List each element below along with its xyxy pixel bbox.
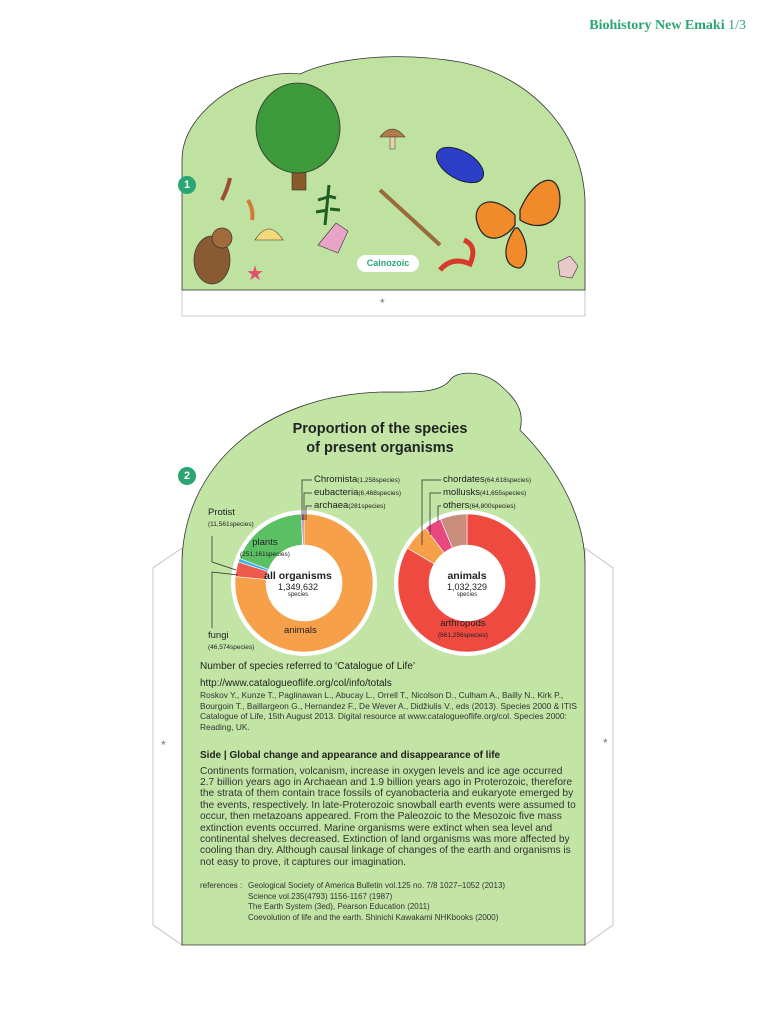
reference-item: The Earth System (3ed), Pearson Education (2011) — [248, 902, 430, 911]
label-fungi-name: fungi — [208, 630, 229, 641]
reference-row — [200, 892, 505, 903]
side-label: Side — [200, 750, 222, 761]
chart2-center-value: 1,032,329 — [446, 582, 488, 592]
reference-item: Geological Society of America Bulletin vol.125 no. 7/8 1027–1052 (2013) — [248, 881, 506, 890]
section-2-badge: 2 — [178, 467, 196, 485]
side-heading: Global change and appearance and disappearance of life — [229, 750, 501, 761]
chart-title-line2: of present organisms — [306, 440, 454, 456]
panel1-asterisk: * — [380, 296, 385, 310]
label-plants — [240, 537, 290, 559]
reference-row — [200, 881, 505, 892]
starfish-illustration: ★ — [246, 263, 264, 285]
label-eubacteria-count: (6,468species) — [358, 490, 402, 497]
label-arthropods — [438, 618, 488, 640]
label-chordates-name: chordates — [443, 474, 485, 485]
label-others — [443, 500, 516, 511]
references-key: references : — [200, 881, 243, 890]
chart2-center — [422, 570, 512, 598]
chart-title-line1: Proportion of the species — [292, 421, 468, 437]
reference-item: Science vol.235(4793) 1156-1167 (1987) — [248, 891, 393, 901]
label-others-count: (64,800species) — [469, 503, 516, 510]
chart1-center-value: 1,349,632 — [277, 582, 319, 592]
source-line: Number of species referred to ‘Catalogue of Life’ — [200, 661, 416, 672]
header-title: Biohistory New Emaki — [589, 18, 725, 33]
label-mollusks-count: (41,655species) — [479, 490, 527, 497]
label-plants-count: (251,161species) — [240, 551, 290, 558]
cainozoic-panel — [182, 57, 585, 316]
chart2-center-label: animals — [447, 570, 487, 582]
references — [200, 881, 505, 923]
label-protist-name: Protist — [208, 507, 235, 518]
label-eubacteria-name: eubacteria — [314, 487, 359, 498]
header-page-number: 1/3 — [728, 18, 746, 33]
label-archaea-count: (281species) — [348, 503, 386, 510]
label-arthropods-name: arthropods — [440, 618, 486, 629]
chart1-center — [253, 570, 343, 598]
reference-item: Coevolution of life and the earth. Shinichi Kawakami NHKbooks (2000) — [248, 912, 499, 922]
chart1-center-label: all organisms — [264, 570, 332, 582]
side-heading-row: Side | Global change and appearance and disappearance of life — [200, 750, 501, 761]
chart2-center-unit: species — [456, 592, 478, 598]
chart1-center-unit: species — [287, 592, 309, 598]
label-chordates — [443, 474, 531, 485]
right-asterisk: * — [603, 736, 608, 750]
label-chromista-count: (1,258species) — [357, 477, 400, 484]
label-mollusks — [443, 487, 526, 498]
label-fungi-count: (46,574species) — [208, 644, 255, 651]
chart-title — [280, 420, 480, 458]
reference-row — [200, 913, 505, 924]
label-archaea-name: archaea — [314, 500, 349, 511]
side-body: Continents formation, volcanism, increase in oxygen levels and ice age occurred 2.7 billion years ago in Archaean and 1.9 billion years ago in Proterozoic, therefore the strata of them contain trace fossils of cyanobacteria and eukaryote emerged by the events, respectively. In late-Proterozoic snowball earth events were assumed to occur, then metazoans appeared. From the Paleozoic to the Mesozoic five mass extinction events occurred. Marine organisms were extinct when sea level and continental shelves decreased. Extinction of land organisms was more affected by cooling than dry. Although causal linkage of changes of the earth and organisms is not easy to prove, it captures our imagination. — [200, 765, 576, 868]
source-url[interactable]: http://www.catalogueoflife.org/col/info/totals — [200, 677, 392, 689]
source-citation: Roskov Y., Kunze T., Paglinawan L., Abucay L., Orrell T., Nicolson D., Culham A., Bailly N., Kirk P., Bourgoin T., Baillargeon G., Hernandez F., De Wever A., Didžiulis V., eds (2013). Species 2000 & ITIS Catalogue of Life, 15th August 2013. Digital resource at www.catalogueoflife.org/col. Species 2000: Reading, UK. — [200, 690, 577, 732]
label-mollusks-name: mollusks — [443, 487, 480, 498]
label-fungi — [208, 630, 254, 652]
label-chordates-count: (64,618species) — [484, 477, 531, 484]
reference-row — [200, 902, 505, 913]
label-archaea — [314, 500, 386, 511]
label-eubacteria — [314, 487, 401, 498]
side-block — [200, 751, 578, 868]
section-1-badge: 1 — [178, 176, 196, 194]
label-arthropods-count: (861,256species) — [438, 632, 488, 639]
label-chromista — [314, 474, 400, 485]
cainozoic-label: Cainozoic — [357, 255, 419, 272]
label-plants-name: plants — [252, 537, 278, 548]
label-animals: animals — [284, 625, 317, 636]
label-others-name: others — [443, 500, 470, 511]
label-protist — [208, 507, 254, 529]
left-asterisk: * — [161, 738, 166, 752]
label-protist-count: (11,561species) — [208, 521, 254, 528]
source-block — [200, 662, 578, 733]
label-chromista-name: Chromista — [314, 474, 358, 485]
